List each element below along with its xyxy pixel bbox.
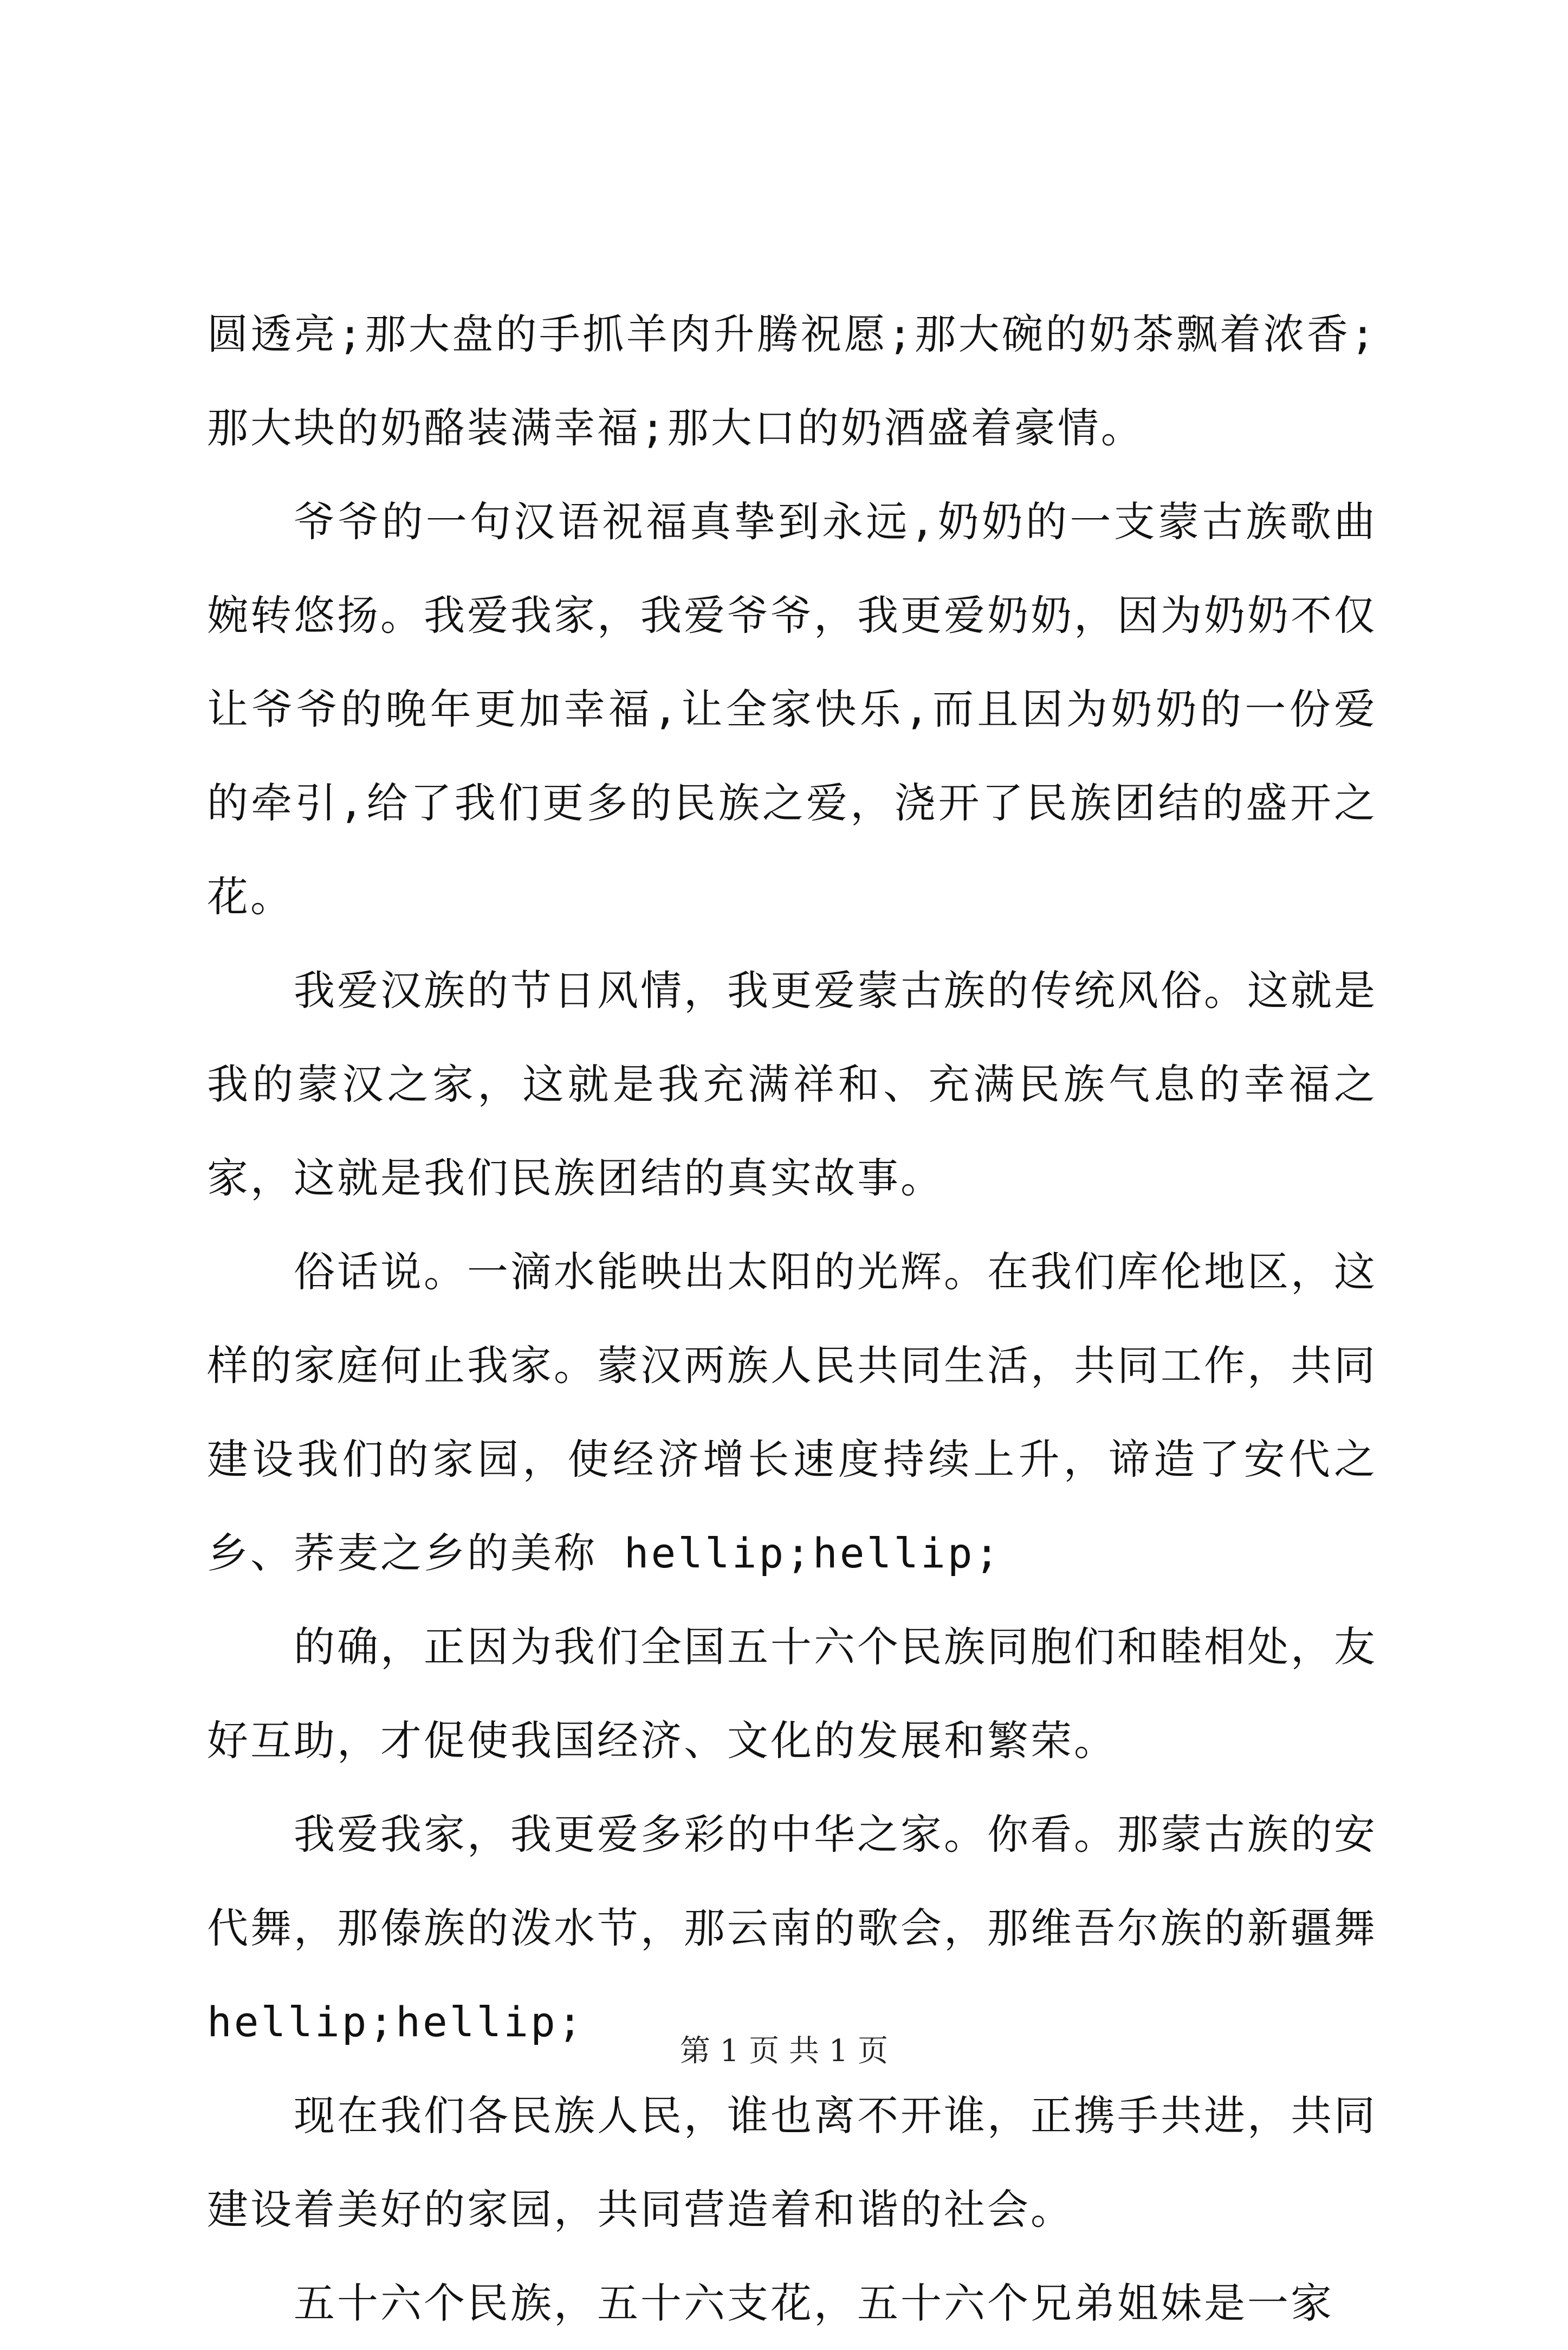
page-number-footer: 第 1 页 共 1 页: [679, 2033, 889, 2069]
paragraph: 的确，正因为我们全国五十六个民族同胞们和睦相处，友好互助，才促使我国经济、文化的发展和繁荣。: [207, 1623, 1377, 1765]
paragraph-continuation: 圆透亮;那大盘的手抓羊肉升腾祝愿;那大碗的奶茶飘着浓香;那大块的奶酪装满幸福;那大口的奶酒盛着豪情。: [207, 310, 1377, 452]
paragraph: 我爱我家，我更爱多彩的中华之家。你看。那蒙古族的安代舞，那傣族的泼水节，那云南的歌会，那维吾尔族的新疆舞 hellip;hellip;: [207, 1810, 1377, 2046]
paragraph: 爷爷的一句汉语祝福真挚到永远,奶奶的一支蒙古族歌曲婉转悠扬。我爱我家，我爱爷爷，我更爱奶奶，因为奶奶不仅让爷爷的晚年更加幸福,让全家快乐,而且因为奶奶的一份爱的牵引,给了我们更多的民族之爱，浇开了民族团结的盛开之花。: [207, 498, 1377, 921]
paragraph: 五十六个民族，五十六支花，五十六个兄弟姐妹是一家: [294, 2279, 1334, 2327]
paragraph: 俗话说。一滴水能映出太阳的光辉。在我们库伦地区，这样的家庭何止我家。蒙汉两族人民共同生活，共同工作，共同建设我们的家园，使经济增长速度持续上升，谛造了安代之乡、荞麦之乡的美称 hellip;hellip;: [207, 1248, 1377, 1577]
paragraph: 现在我们各民族人民，谁也离不开谁，正携手共进，共同建设着美好的家园，共同营造着和谐的社会。: [207, 2091, 1377, 2233]
paragraph: 我爱汉族的节日风情，我更爱蒙古族的传统风俗。这就是我的蒙汉之家，这就是我充满祥和、充满民族气息的幸福之家，这就是我们民族团结的真实故事。: [207, 966, 1377, 1202]
